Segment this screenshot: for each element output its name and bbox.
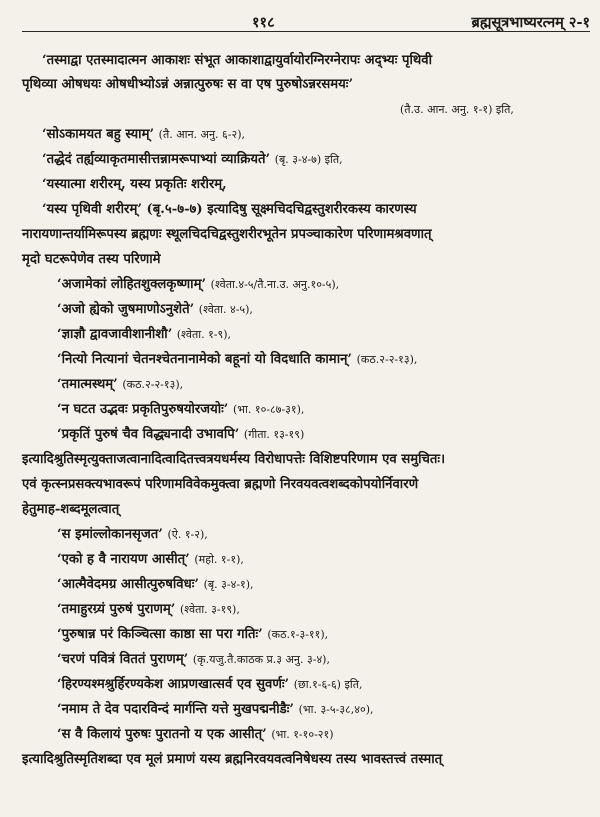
line-text: ‘तमाहुरग्र्यं पुरुषं पुराणम्’	[57, 602, 176, 617]
line-text: ‘तमात्मस्थम्’	[57, 377, 118, 392]
line-text: हेतुमाह-शब्दमूलत्वात्	[22, 502, 120, 517]
text-line	[57, 626, 588, 644]
line-text: ‘यस्य पृथिवी शरीरम्’ (बृ.५-७-७) इत्यादिषु सूक्ष्मचिदचिद्वस्तुशरीरकस्य कारणस्य	[42, 202, 417, 217]
line-text: ‘स इमांल्लोकानसृजत’	[57, 527, 163, 542]
citation: (तै. आन. अनु. ६-२),	[158, 128, 245, 141]
line-text: ‘आत्मैवेदमग्र आसीत्पुरुषविधः’	[57, 577, 199, 592]
text-line	[57, 326, 588, 344]
text-line	[57, 376, 588, 394]
line-text: नारायणान्तर्यामिरूपस्य ब्रह्मणः स्थूलचिदचिद्वस्तुशरीरभूतेन प्रपञ्चाकारेण परिणामश्रवणात्	[22, 227, 432, 242]
line-text: इत्यादिश्रुतिस्मृत्युक्ताजत्वानादित्वादितत्त्वत्रयधर्मस्य विरोधापत्तेः विशिष्टपरिणाम एव समुचितः।	[22, 452, 446, 467]
citation: (ऐ. १-२),	[167, 528, 208, 541]
text-line	[57, 651, 588, 669]
text-line	[42, 176, 588, 194]
page-number: ११८	[252, 14, 275, 31]
citation: (श्वेता. १-९),	[176, 328, 232, 341]
text-line	[57, 701, 588, 719]
text-line	[57, 576, 588, 594]
text-line	[57, 276, 588, 294]
line-text: ‘नमाम ते देव पदारविन्दं मार्गन्ति यत्ते मुखपद्मनीडैः’	[57, 702, 294, 717]
text-line	[57, 426, 588, 444]
line-text: ‘सोऽकामयत बहु स्याम्’	[42, 127, 155, 142]
text-line	[22, 226, 588, 244]
citation: (कठ.१-३-११),	[267, 628, 329, 641]
text-line	[22, 751, 588, 769]
line-text: ‘न घटत उद्भवः प्रकृतिपुरुषयोरजयोः’	[57, 402, 229, 417]
text-line	[57, 301, 588, 319]
citation: (भा. ३-५-३८,४०),	[298, 703, 374, 716]
text-line	[57, 676, 588, 694]
citation: (श्वेता. ३-१९),	[179, 603, 240, 616]
text-line	[22, 251, 588, 269]
line-text: ‘अजो ह्येको जुषमाणोऽनुशेते’	[57, 302, 195, 317]
line-text: ‘यस्यात्मा शरीरम्, यस्य प्रकृतिः शरीरम्,	[42, 177, 227, 192]
line-text: ‘एको ह वै नारायण आसीत्’	[57, 552, 190, 567]
line-text: ‘स वै किलायं पुरुषः पुरातनो य एक आसीत्’	[57, 727, 267, 742]
text-line	[22, 501, 588, 519]
citation: (महो. १-१),	[194, 553, 244, 566]
text-line	[42, 151, 588, 169]
citation: (भा. १०-८७-३१),	[233, 403, 305, 416]
text-line	[22, 451, 588, 469]
citation: (श्वेता. ४-५),	[198, 303, 253, 316]
text-line	[42, 126, 588, 144]
citation: (भा. १-१०-२१)	[271, 728, 334, 741]
text-line	[22, 76, 588, 94]
text-line	[57, 551, 588, 569]
citation: (गीता. १३-१९)	[243, 428, 305, 441]
text-line	[22, 476, 588, 494]
citation: (श्वेता.४-५/तै.ना.उ. अनु.१०-५),	[210, 278, 340, 291]
line-text: ‘पुरुषान्न परं किञ्चित्सा काष्ठा सा परा गतिः’	[57, 627, 263, 642]
line-text: मृदो घटरूपेणेव तस्य परिणामे	[22, 252, 161, 267]
line-text: ‘प्रकृतिं पुरुषं चैव विद्ध्यनादी उभावपि’	[57, 427, 240, 442]
text-line	[57, 526, 588, 544]
line-text: ‘चरणं पवित्रं विततं पुराणम्’	[57, 652, 189, 667]
line-text: ‘तस्माद्वा एतस्मादात्मन आकाशः संभूत आकाशाद्वायुर्वायोरग्निरग्नेरापः अद्भ्यः पृथिवी	[42, 53, 433, 68]
line-text: ‘हिरण्यश्मश्रुर्हिरण्यकेश आप्रणखात्सर्व एव सुवर्णः’	[57, 677, 290, 692]
text-line	[57, 726, 588, 744]
line-text: एवं कृत्स्नप्रसक्त्यभावरूपं परिणामविवेकमुक्त्वा ब्रह्मणो निरवयवत्वशब्दकोपयोर्निवारणे	[22, 477, 419, 492]
line-text: पृथिव्या ओषधयः ओषधीभ्योऽन्नं अन्नात्पुरुषः स वा एष पुरुषोऽन्नरसमयः’	[22, 77, 354, 92]
line-text: ‘तद्धेदं तर्ह्यव्याकृतमासीत्तन्नामरूपाभ्यां व्याक्रियते’	[42, 152, 271, 167]
running-title: ब्रह्मसूत्रभाष्यरत्नम् २-१	[471, 14, 590, 31]
line-text: ‘ज्ञाज्ञौ द्वावजावीशानीशौ’	[57, 327, 173, 342]
text-line	[57, 401, 588, 419]
line-text: ‘नित्यो नित्यानां चेतनश्चेतनानामेको बहूनां यो विदधाति कामान्’	[57, 352, 353, 367]
line-text: ‘अजामेकां लोहितशुक्लकृष्णाम्’	[57, 277, 207, 292]
citation: (छा.१-६-६) इति,	[293, 678, 363, 691]
text-line	[42, 52, 588, 70]
text-line	[57, 601, 588, 619]
citation: (तै.उ. आन. अनु. १-१) इति,	[400, 103, 514, 116]
line-text: इत्यादिश्रुतिस्मृतिशब्दा एव मूलं प्रमाणं यस्य ब्रह्मनिरवयवत्वनिषेधस्य तस्य भावस्तत्त्वं तस्मात्	[22, 752, 443, 767]
citation: (बृ. ३-४-७) इति,	[274, 153, 343, 166]
text-line	[57, 351, 588, 369]
citation: (बृ. ३-४-१),	[203, 578, 254, 591]
text-line	[42, 201, 588, 219]
citation: (कृ.यजु.तै.काठक प्र.३ अनु. ३-४),	[192, 653, 330, 666]
citation: (कठ.२-२-१३),	[122, 378, 184, 391]
citation: (कठ.२-२-१३),	[356, 353, 418, 366]
text-line	[400, 101, 590, 119]
